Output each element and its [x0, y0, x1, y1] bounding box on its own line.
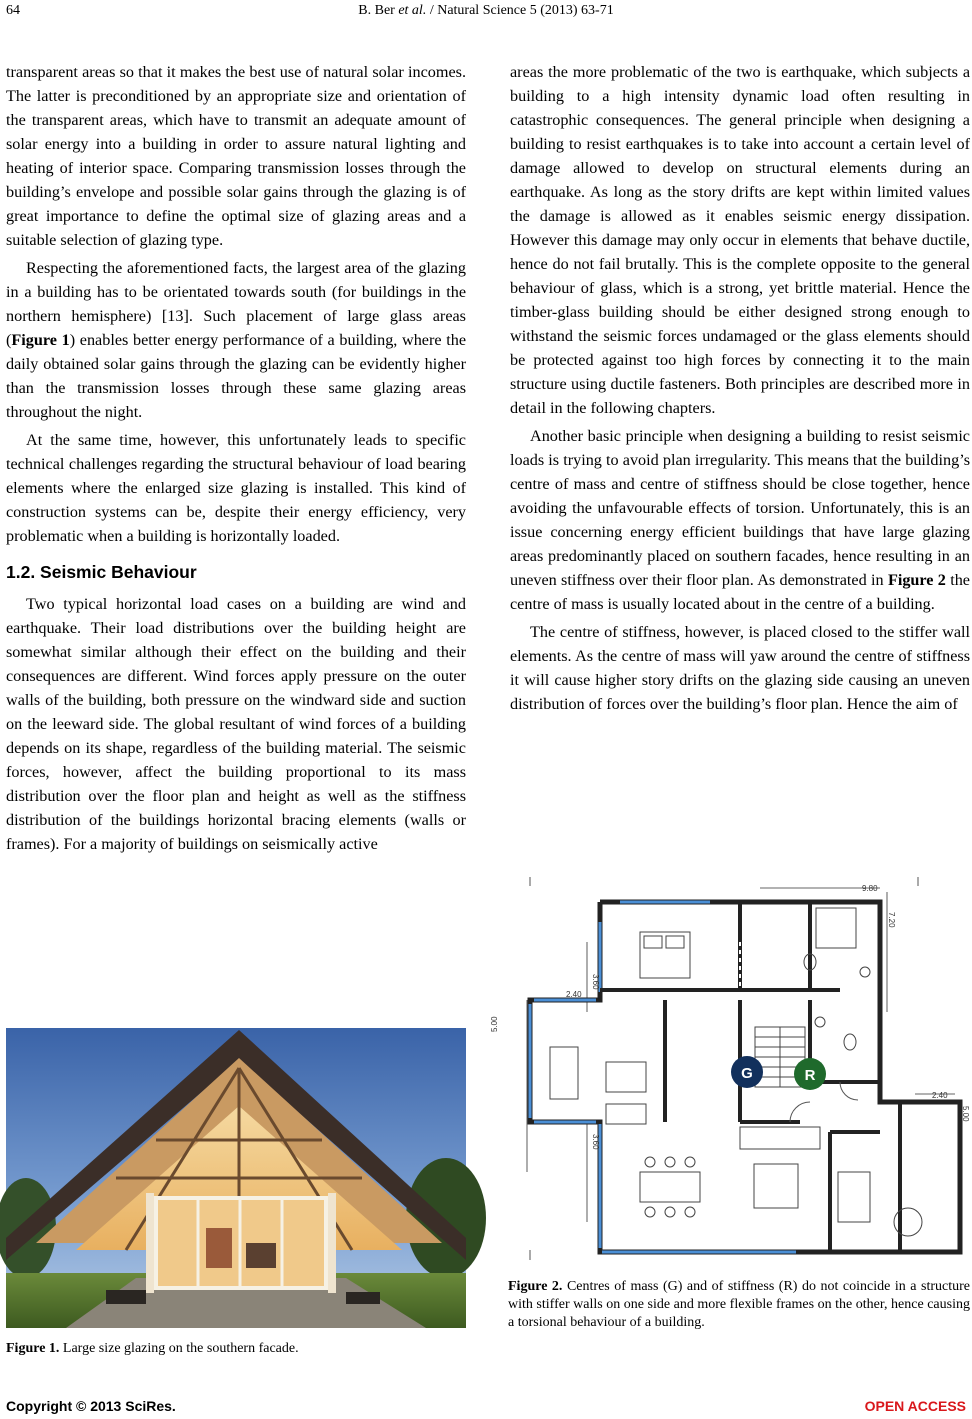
section-heading: 1.2. Seismic Behaviour — [6, 562, 197, 582]
dimension-label: 9.80 — [862, 884, 878, 893]
paragraph-text: ) enables better energy performance of a building, where the daily obtained solar gains through the glazing can be evidently higher than the transmission losses through these same glazing areas throughout the night. — [6, 331, 467, 421]
dimension-label: 3.60 — [591, 974, 600, 990]
figure-1-caption-label: Figure 1. — [6, 1341, 60, 1356]
figure-1-caption — [6, 1341, 299, 1357]
right-column — [510, 60, 970, 716]
page-number: 64 — [6, 3, 20, 18]
paragraph: areas the more problematic of the two is earthquake, which subjects a building to a high intensity dynamic load often resulting in catastrophic consequences. The general principle when designing a building to resist earthquakes is to take into account a certain level of damage allowed to develop on structural elements during an earthquake. As long as the story drifts are kept within limited values the damage is allowed as it enables seismic energy dissipation. However this damage may only occur in elements that behave ductile, hence do not fail brutally. This is the complete opposite to the general behaviour of glass, which is a strong, yet brittle material. Hence the timber-glass building should be either designed strong enough to withstand the seismic forces undamaged or the glass elements should be protected against too high forces by connecting it to the main structure using ductile fasteners. Both principles are described more in detail in the following chapters. — [510, 63, 970, 417]
running-header — [0, 3, 972, 19]
centre-of-stiffness-label: R — [804, 1067, 816, 1084]
figure-1-reference[interactable]: Figure 1 — [11, 331, 70, 349]
figure-2-reference[interactable]: Figure 2 — [887, 571, 946, 589]
left-column — [6, 60, 466, 856]
header-et-al: et al. — [398, 3, 427, 18]
figure-2-caption-label: Figure 2. — [508, 1279, 563, 1294]
figure-2-caption — [508, 1278, 970, 1332]
figure-1-photo — [6, 1028, 466, 1328]
figure-2-caption-text: Centres of mass (G) and of stiffness (R) do not coincide in a structure with stiffer walls on one side and more flexible frames on the other, hence causing a torsional behaviour of a building. — [508, 1279, 971, 1330]
figure-2-floor-plan — [490, 872, 970, 1264]
header-journal: / Natural Science 5 (2013) 63-71 — [429, 3, 614, 18]
footer-open-access[interactable]: OPEN ACCESS — [864, 1398, 966, 1414]
paragraph: transparent areas so that it makes the best use of natural solar incomes. The latter is preconditioned by an appropriate size and orientation of the transparent areas, which have to transmit an adequate amount of solar energy into a building in order to assure natural lighting and heating of interior space. Comparing transmission losses through the building’s envelope and possible solar gains through the glazing is of great importance to define the optimal size of glazing areas and a suitable selection of glazing type. — [6, 63, 466, 249]
footer-copyright: Copyright © 2013 SciRes. — [6, 1398, 176, 1414]
paragraph: Two typical horizontal load cases on a building are wind and earthquake. Their load distributions over the building height are somewhat similar although their effect on the building and their consequences are different. Wind forces apply pressure on the outer walls of the building, both pressure on the windward side and suction on the leeward side. The global resultant of wind forces of a building depends on its shape, regardless of the building material. The seismic forces, however, affect the building proportional to its mass distribution over the floor plan and height as well as the stiffness distribution of the buildings horizontal bracing elements (walls or frames). For a majority of buildings on seismically active — [6, 595, 466, 853]
dimension-label: 2.40 — [566, 990, 582, 999]
paragraph — [6, 256, 466, 424]
dimension-label: 3.60 — [591, 1134, 600, 1150]
dimension-label: 2.40 — [932, 1091, 948, 1100]
paragraph: At the same time, however, this unfortunately leads to specific technical challenges regarding the structural behaviour of load bearing elements where the enlarged size glazing is installed. This kind of construction systems can be, despite their energy efficiency, very problematic when a building is horizontally loaded. — [6, 431, 466, 545]
floor-plan-drawing — [490, 872, 970, 1264]
dimension-label: 7.20 — [887, 912, 896, 928]
paragraph-text: Respecting the aforementioned facts, the largest area of the glazing in a building has to be orientated towards south (for buildings in the northern hemisphere) [13]. Such placement of large glass areas ( — [6, 259, 466, 349]
dimension-label: 5.00 — [961, 1106, 970, 1122]
paragraph — [510, 424, 970, 616]
centre-of-mass-label: G — [741, 1065, 753, 1082]
paragraph-text: Another basic principle when designing a building to resist seismic loads is trying to avoid plan irregularity. This means that the building’s centre of mass and centre of stiffness should be close together, hence avoiding the unfavourable effects of torsion. Unfortunately, this is an issue concerning energy efficient buildings that have large glazing areas predominantly placed on southern facades, hence resulting in an uneven stiffness over their floor plan. As demonstrated in — [510, 427, 970, 589]
paragraph: The centre of stiffness, however, is placed closed to the stiffer wall elements. As the centre of mass will yaw around the centre of stiffness it will cause higher story drifts on the glazing side causing an uneven distribution of forces over the building’s floor plan. Hence the aim of — [510, 623, 970, 713]
paragraph-text: the centre of mass is usually located about in the centre of a building. — [510, 571, 970, 613]
header-authors: B. Ber — [358, 3, 395, 18]
figure-1-caption-text: Large size glazing on the southern facade. — [59, 1341, 299, 1356]
house-photo-illustration — [6, 1028, 466, 1328]
dimension-label: 5.00 — [490, 1016, 499, 1032]
